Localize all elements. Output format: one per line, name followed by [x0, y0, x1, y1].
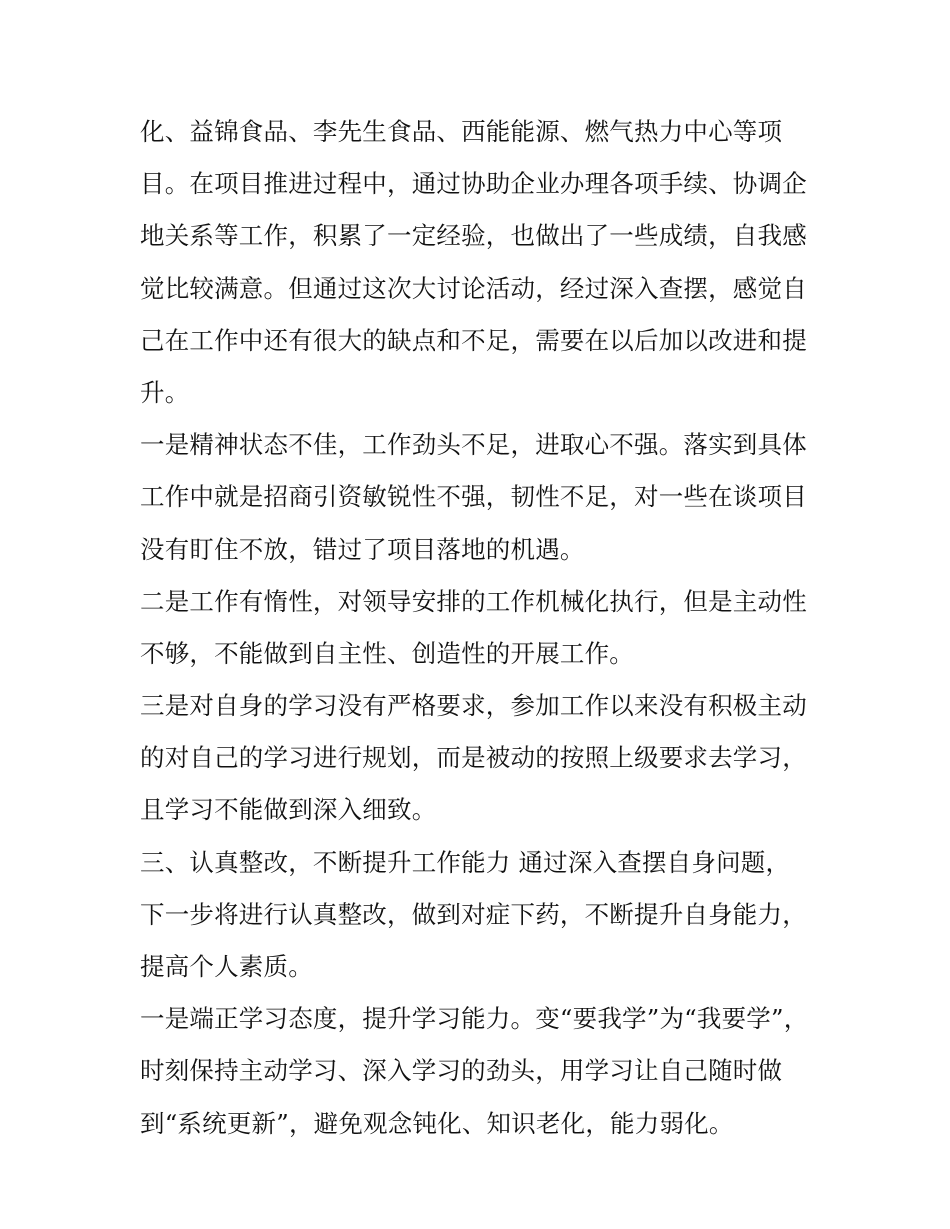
- text-line: 且学习不能做到深入细致。: [140, 795, 437, 825]
- text-line: 没有盯住不放，错过了项目落地的机遇。: [140, 534, 585, 564]
- text-line: 提高个人素质。: [140, 952, 313, 981]
- text-line: 时刻保持主动学习、深入学习的劲头，用学习让自己随时做: [140, 1056, 783, 1086]
- text-line: 地关系等工作，积累了一定经验，也做出了一些成绩，自我感: [140, 221, 807, 251]
- text-line: 到“系统更新”，避免观念钝化、知识老化，能力弱化。: [140, 1108, 734, 1138]
- text-line: 不够，不能做到自主性、创造性的开展工作。: [140, 638, 634, 668]
- text-line: 三是对自身的学习没有严格要求，参加工作以来没有积极主动: [140, 691, 807, 721]
- body-text: [140, 106, 830, 1150]
- text-line: 化、益锦食品、李先生食品、西能能源、燃气热力中心等项: [140, 117, 783, 146]
- text-line: 己在工作中还有很大的缺点和不足，需要在以后加以改进和提: [140, 325, 807, 355]
- text-line: 一是精神状态不佳，工作劲头不足，进取心不强。落实到具体: [140, 430, 807, 460]
- text-line: 觉比较满意。但通过这次大讨论活动，经过深入查摆，感觉自: [140, 273, 807, 303]
- text-line: 三、认真整改，不断提升工作能力 通过深入查摆自身问题，: [140, 847, 791, 877]
- text-line: 升。: [140, 377, 190, 407]
- text-line: 一是端正学习态度，提升学习能力。变“要我学”为“我要学”，: [140, 1004, 809, 1034]
- text-line: 的对自己的学习进行规划，而是被动的按照上级要求去学习，: [140, 743, 807, 773]
- text-line: 下一步将进行认真整改，做到对症下药，不断提升自身能力，: [140, 899, 807, 929]
- text-line: 工作中就是招商引资敏锐性不强，韧性不足，对一些在谈项目: [140, 482, 807, 512]
- text-line: 目。在项目推进过程中，通过协助企业办理各项手续、协调企: [140, 169, 807, 199]
- text-line: 二是工作有惰性，对领导安排的工作机械化执行，但是主动性: [140, 586, 807, 616]
